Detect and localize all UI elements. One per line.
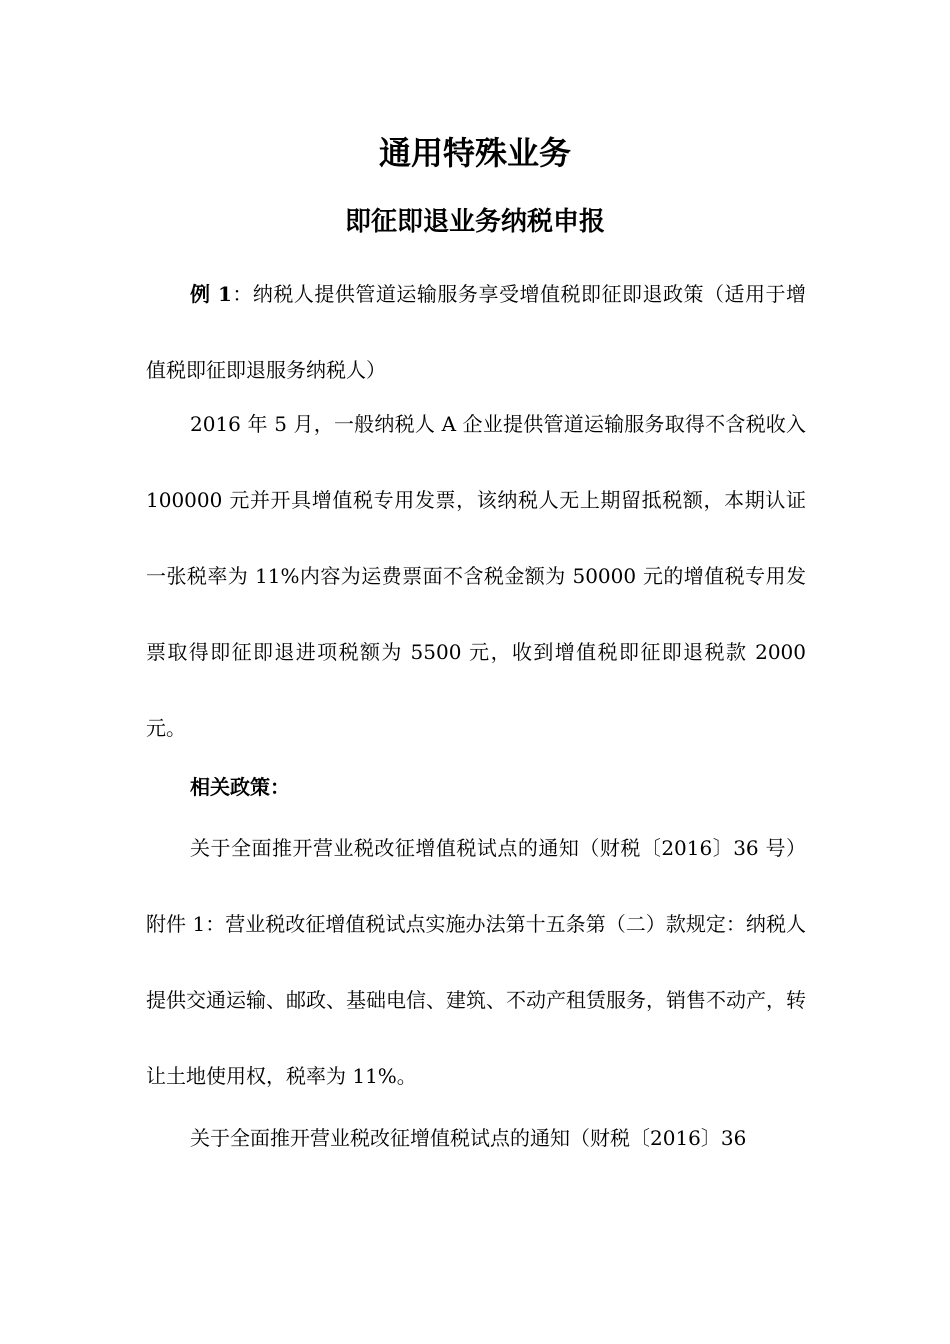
page-title: 通用特殊业务 bbox=[378, 134, 571, 172]
example-text: ：纳税人提供管道运输服务享受增值税即征即退政策（适用于增值税即征即退服务纳税人） bbox=[146, 282, 806, 382]
section-title: 即征即退业务纳税申报 bbox=[344, 207, 605, 237]
policy-heading: 相关政策： bbox=[190, 775, 290, 799]
policy-paragraph-2: 关于全面推开营业税改征增值税试点的通知（财税〔2016〕36 bbox=[190, 1126, 747, 1150]
example-label: 例 1 bbox=[190, 282, 232, 306]
scenario-paragraph: 2016 年 5 月，一般纳税人 A 企业提供管道运输服务取得不含税收入 100000 元并开具增值税专用发票，该纳税人无上期留抵税额，本期认证一张税率为 11%内容为运费票面不含税金额为 50000 元的增值税专用发票取得即征即退进项税额为 5500 元，收到增值税即征即退税款 2000 元。 bbox=[146, 412, 806, 740]
policy-paragraph-1: 关于全面推开营业税改征增值税试点的通知（财税〔2016〕36 号）附件 1：营业税改征增值税试点实施办法第十五条第（二）款规定：纳税人提供交通运输、邮政、基础电信、建筑、不动产租赁服务，销售不动产，转让土地使用权，税率为 11%。 bbox=[146, 836, 806, 1088]
